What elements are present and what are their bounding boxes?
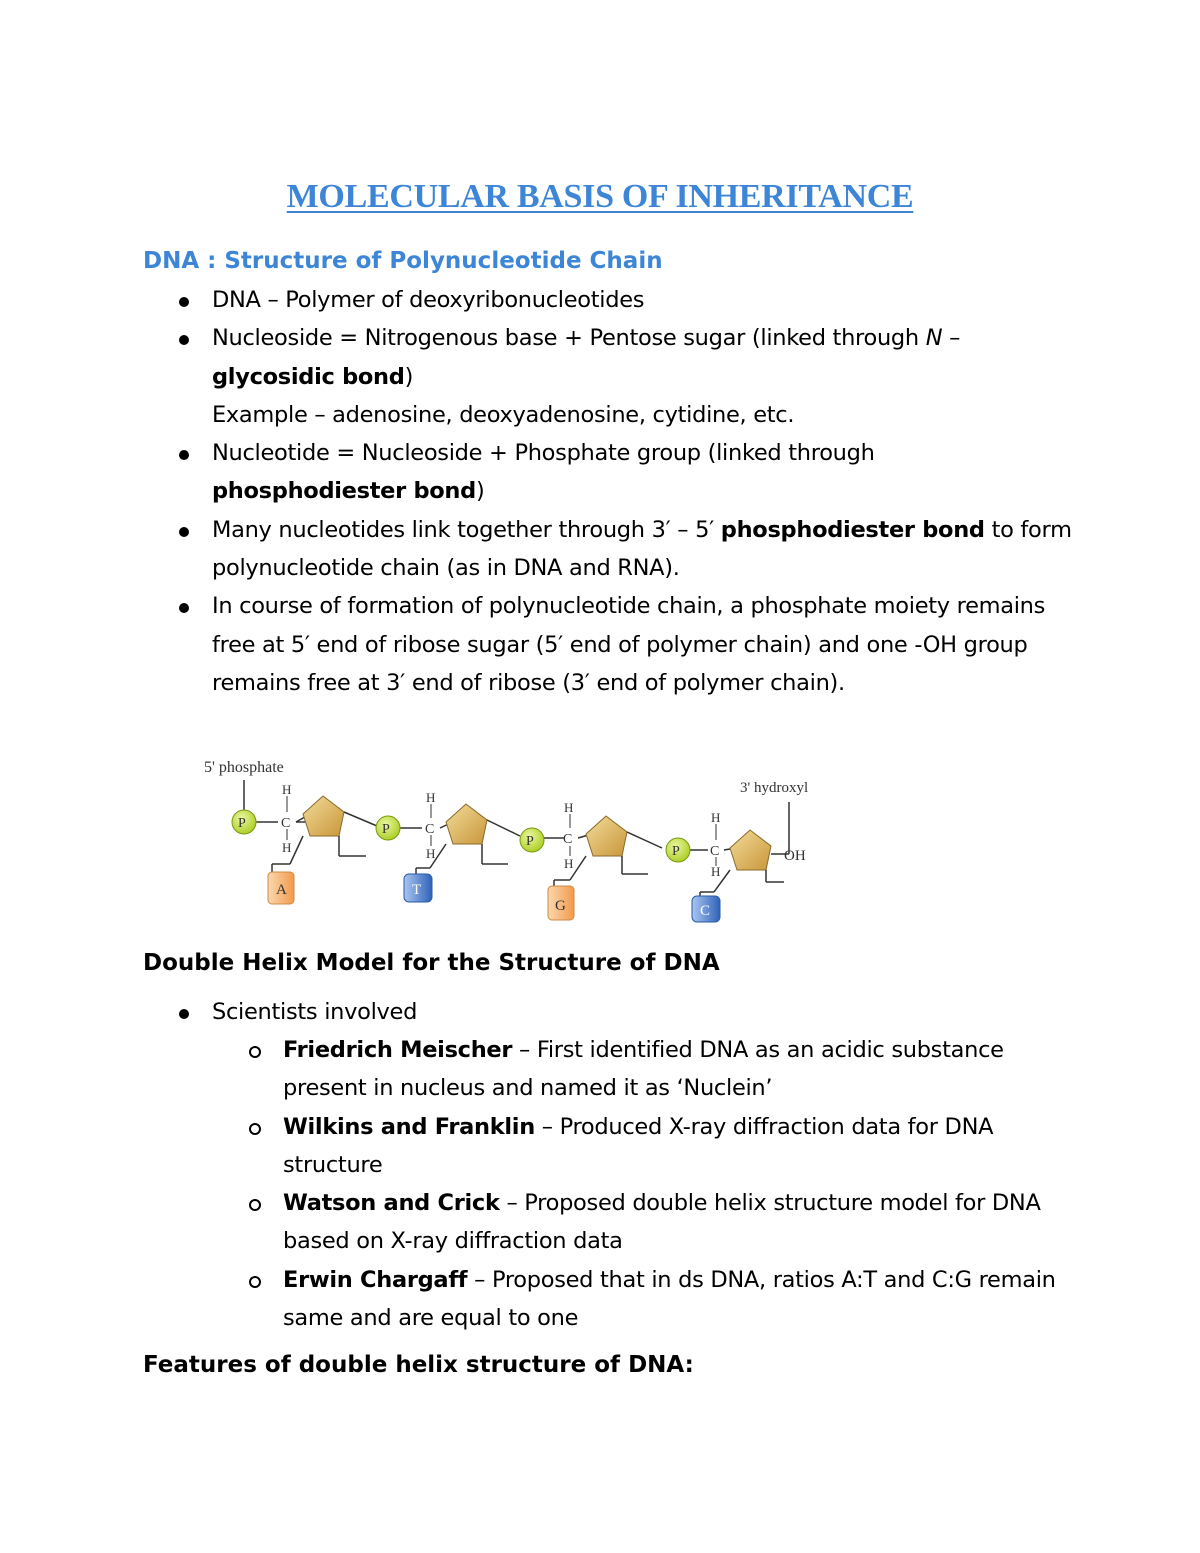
base-label-t: T <box>412 882 422 898</box>
phosphate-label: P <box>526 834 534 849</box>
list-item-text: In course of formation of polynucleotide chain, a phosphate moiety remains free at 5′ end of ribose sugar (5′ end of polymer chain) and one -OH group remains free at 3′ end of ribose (3′ end of polymer chain). <box>212 593 1046 696</box>
paren-close: ) <box>475 478 485 505</box>
list-item <box>283 1261 1063 1338</box>
circle-bullet-icon <box>249 1123 261 1135</box>
phosphate-label: P <box>382 822 390 837</box>
phosphate-group <box>666 838 690 862</box>
h-atom: H <box>282 840 292 855</box>
phosphate-group <box>232 810 256 834</box>
section-heading-double-helix: Double Helix Model for the Structure of DNA <box>143 950 720 976</box>
three-prime-label: 3' hydroxyl <box>740 780 809 796</box>
bullet-icon <box>179 1009 189 1019</box>
h-atom: H <box>564 800 574 815</box>
list-item <box>283 1108 1063 1185</box>
double-helix-list <box>212 993 1072 1031</box>
list-item <box>283 1184 1063 1261</box>
hydroxyl-group: OH <box>784 848 806 864</box>
list-item-text-cont: to form polynucleotide chain (as in DNA and RNA). <box>212 516 1072 582</box>
c-atom: C <box>563 832 573 847</box>
glycosidic-bond-term: glycosidic bond <box>212 363 405 390</box>
circle-bullet-icon <box>249 1276 261 1288</box>
h-atom: H <box>426 846 436 861</box>
italic-n: N <box>925 325 943 352</box>
list-item-text: Scientists involved <box>212 999 418 1025</box>
list-item <box>212 319 1072 434</box>
paren-close: ) <box>404 363 414 390</box>
bullet-icon <box>179 450 189 460</box>
section-heading-polynucleotide: DNA : Structure of Polynucleotide Chain <box>143 248 663 274</box>
phosphate-label: P <box>672 844 680 859</box>
list-item-text: Nucleoside = Nitrogenous base + Pentose sugar (linked through <box>212 325 926 352</box>
c-atom: C <box>710 844 720 859</box>
base-label-a: A <box>276 882 287 898</box>
phosphodiester-bond-term: phosphodiester bond <box>212 478 476 505</box>
polynucleotide-chain-diagram <box>200 756 840 936</box>
bullet-icon <box>179 335 189 345</box>
list-item <box>212 511 1072 588</box>
list-item-text: DNA – Polymer of deoxyribonucleotides <box>212 287 645 313</box>
bullet-icon <box>179 603 189 613</box>
list-item-text: Many nucleotides link together through 3′ – 5′ <box>212 516 721 543</box>
h-atom: H <box>564 856 574 871</box>
polynucleotide-list <box>212 281 1072 702</box>
list-item <box>212 587 1072 702</box>
scientist-contribution: – First identified DNA as an acidic substance present in nucleus and named it as ‘Nuclein’ <box>283 1037 1004 1102</box>
list-item-text: Nucleotide = Nucleoside + Phosphate group (linked through <box>212 440 875 467</box>
h-atom: H <box>282 782 292 797</box>
nucleotide-unit-1 <box>256 782 377 904</box>
nucleotide-unit-3 <box>544 800 662 920</box>
dash: – <box>942 325 961 352</box>
scientist-name: Wilkins and Franklin <box>283 1113 535 1140</box>
base-label-c: C <box>700 903 711 919</box>
section-heading-features: Features of double helix structure of DNA: <box>143 1352 694 1378</box>
list-item <box>283 1031 1063 1108</box>
list-item <box>212 281 1072 319</box>
base-label-g: G <box>555 898 566 914</box>
phosphate-label: P <box>238 816 246 831</box>
example-text: Example – adenosine, deoxyadenosine, cytidine, etc. <box>212 401 795 428</box>
page-title: MOLECULAR BASIS OF INHERITANCE <box>286 178 914 215</box>
scientist-name: Friedrich Meischer <box>283 1037 513 1063</box>
h-atom: H <box>426 790 436 805</box>
circle-bullet-icon <box>249 1199 261 1211</box>
list-item <box>212 993 1072 1031</box>
bullet-icon <box>179 297 189 307</box>
scientist-contribution: – Proposed that in ds DNA, ratios A:T and C:G remain same and are equal to one <box>283 1266 1056 1332</box>
scientist-contribution: – Proposed double helix structure model for DNA based on X-ray diffraction data <box>283 1190 1041 1255</box>
bullet-icon <box>179 527 189 537</box>
circle-bullet-icon <box>249 1046 261 1058</box>
c-atom: C <box>281 816 291 831</box>
five-prime-label: 5' phosphate <box>204 759 284 776</box>
h-atom: H <box>711 810 721 825</box>
scientist-contribution: – Produced X-ray diffraction data for DNA structure <box>283 1113 994 1178</box>
phosphodiester-bond-term: phosphodiester bond <box>720 516 985 543</box>
list-item <box>212 434 1072 511</box>
c-atom: C <box>425 822 435 837</box>
nucleotide-unit-2 <box>400 790 520 902</box>
scientist-name: Erwin Chargaff <box>283 1266 468 1293</box>
phosphate-group <box>376 816 400 840</box>
scientists-list <box>283 1031 1063 1337</box>
scientist-name: Watson and Crick <box>283 1190 500 1217</box>
phosphate-group <box>520 828 544 852</box>
h-atom: H <box>711 864 721 879</box>
